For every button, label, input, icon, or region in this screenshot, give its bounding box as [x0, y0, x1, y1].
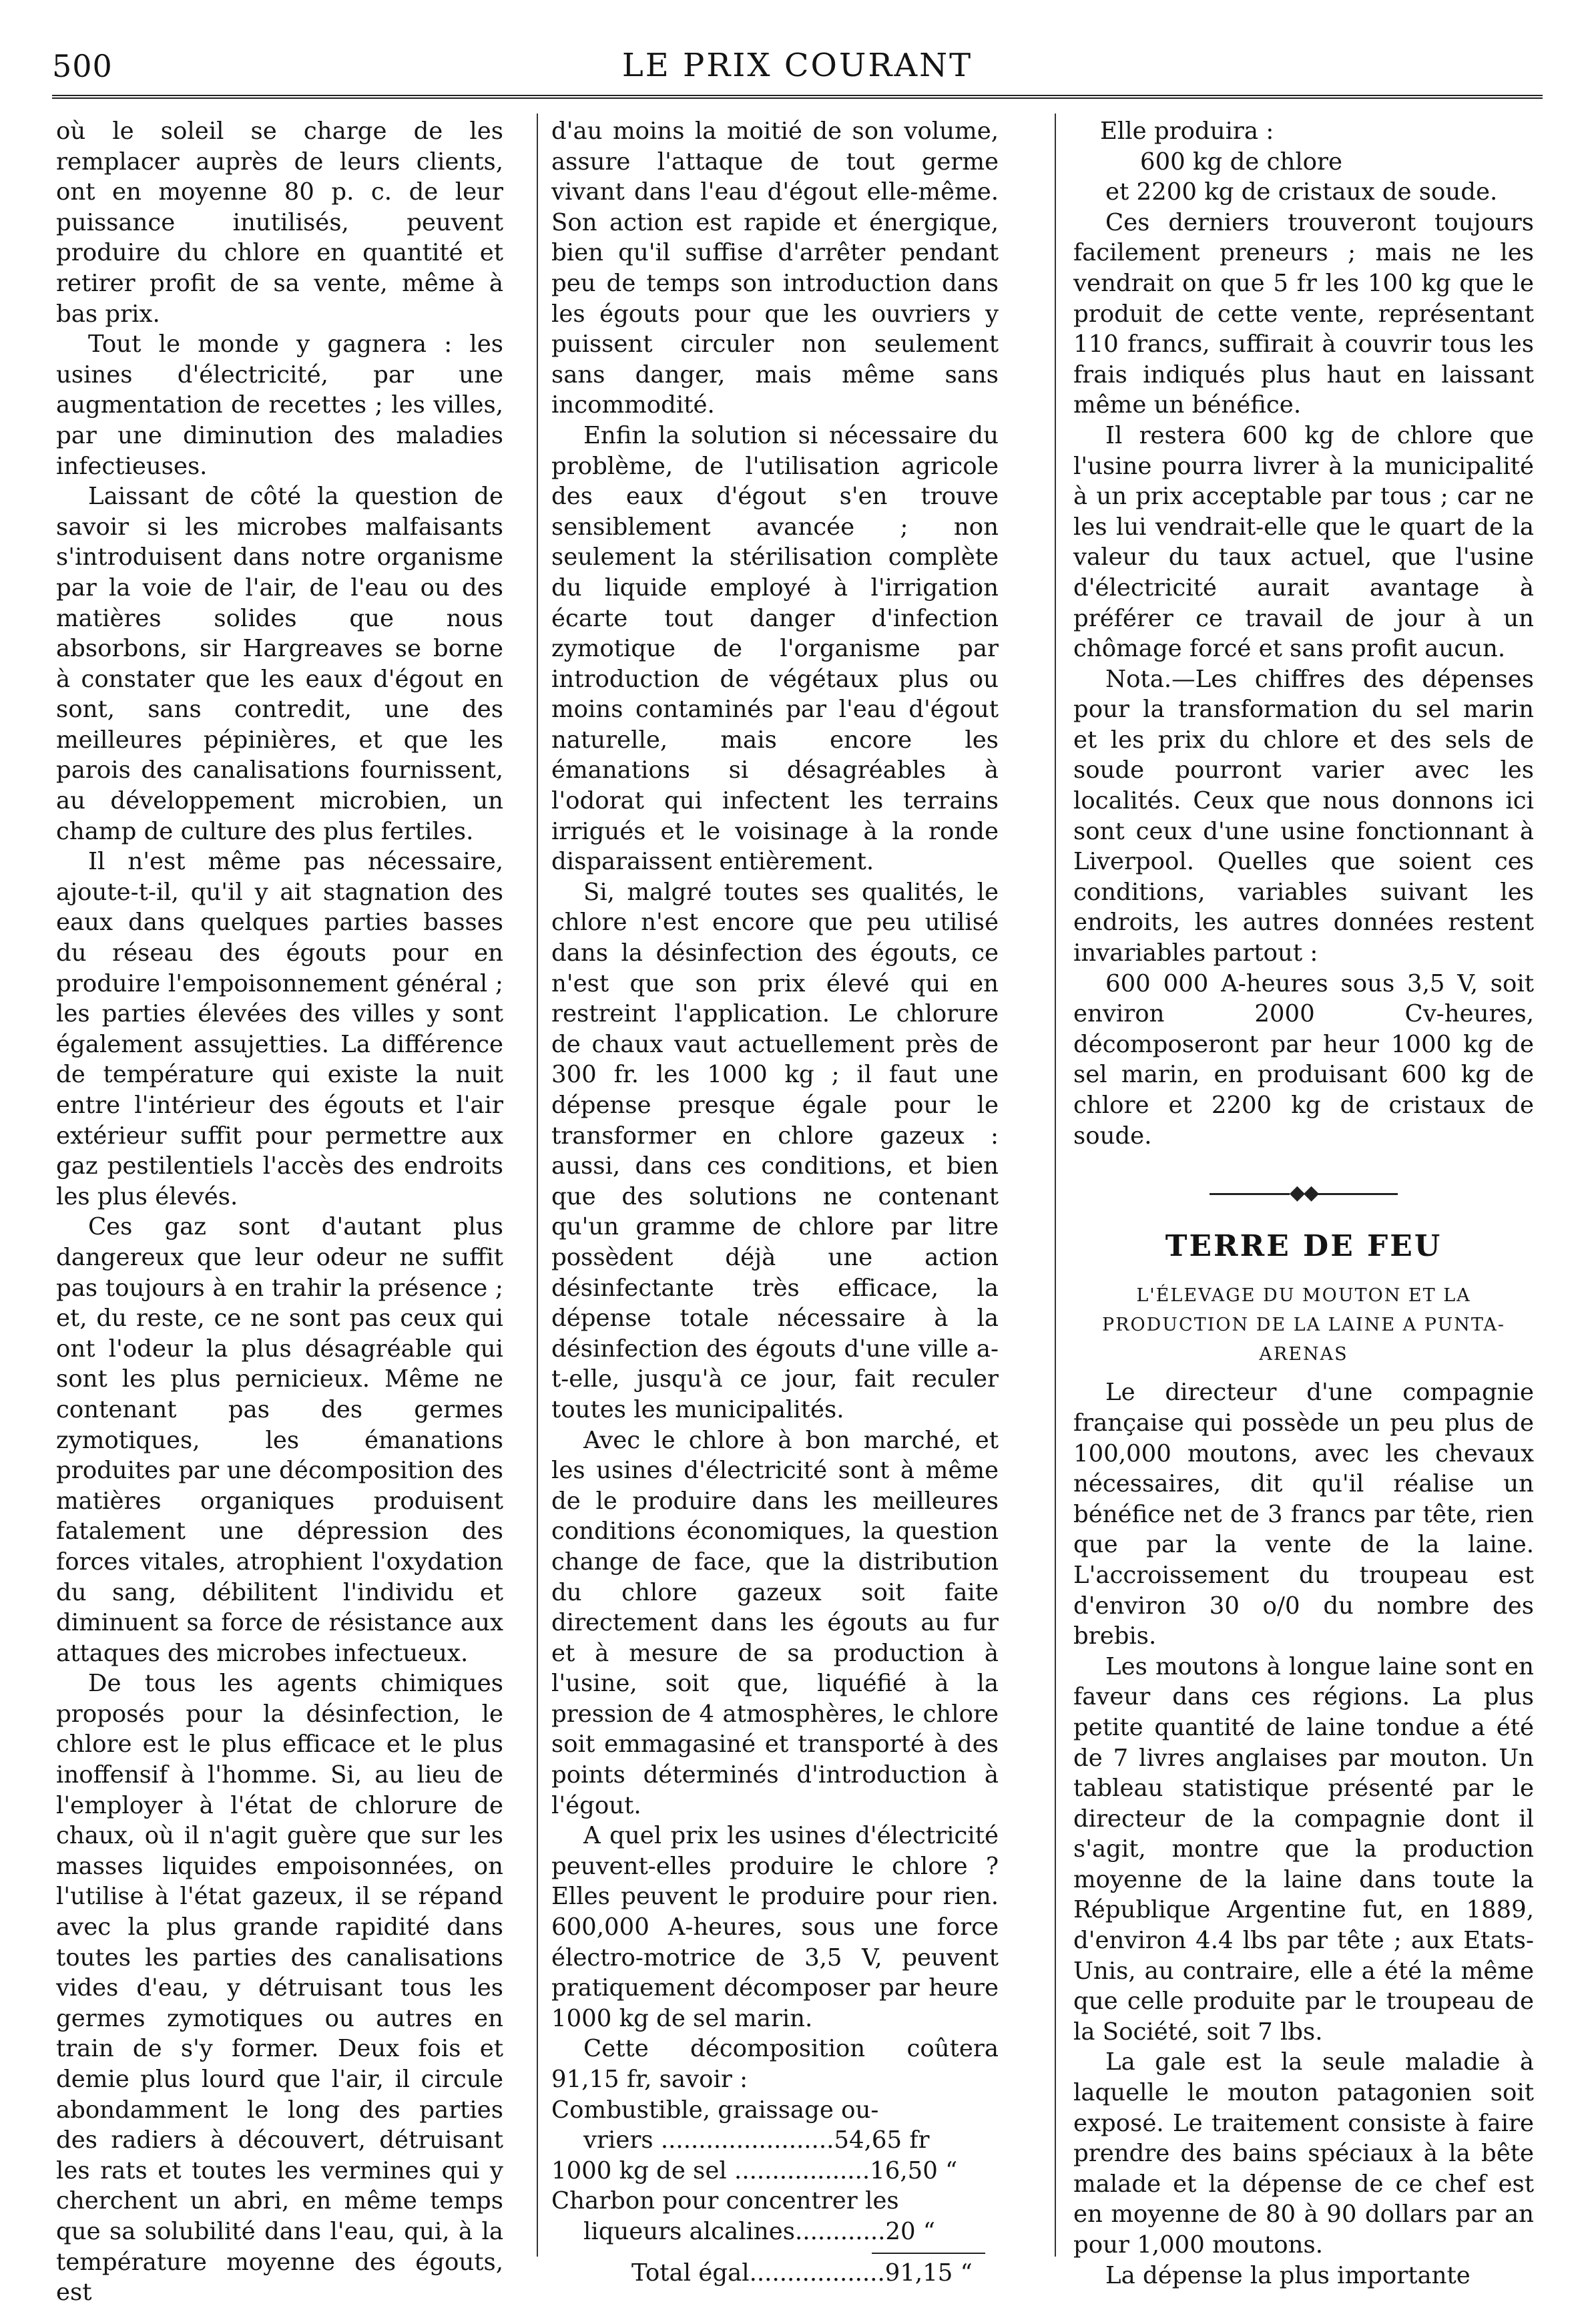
paragraph: Tout le monde y gagnera : les usines d'électricité, par une augmentation de recettes ; les villes, par une diminution des maladies infectieuses.	[56, 330, 503, 480]
page-number: 500	[52, 48, 113, 84]
column-2	[551, 116, 999, 2287]
cost-line: liqueurs alcalines............20 “	[583, 2217, 936, 2245]
paragraph: De tous les agents chimiques proposés pour la désinfection, le chlore est le plus efficace et le plus inoffensif à l'homme. Si, au lieu de l'employer à l'état de chlorure de chaux, où il n'agit guère que sur les masses liquides empoisonnées, on l'utilise à l'état gazeux, il se répand avec la plus grande rapidité dans toutes les parties des canalisations vides d'eau, y détruisant tous les germes zymotiques ou autres en train de s'y former. Deux fois et demie plus lourd que l'air, il circule abondamment le long des parties des radiers à découvert, détruisant les rats et toutes les vermines qui y cherchent un abri, en même temps que sa solubilité dans l'eau, qui, à la température moyenne des égouts, est	[56, 1670, 503, 2307]
paragraph: La dépense la plus importante	[1105, 2261, 1471, 2289]
cost-line: vriers .......................54,65 fr	[583, 2126, 930, 2154]
paragraph: Les moutons à longue laine sont en faveur dans ces régions. La plus petite quantité de laine tondue a été de 7 livres anglaises par mouton. Un tableau statistique présenté par le directeur de la compagnie dont il s'agit, montre que la production moyenne de la laine dans toute la République Argentine fut, en 1889, d'environ 4.4 lbs par tête ; aux Etats-Unis, au contraire, elle a été la même que celle produite par le troupeau de la Société, soit 7 lbs.	[1073, 1652, 1534, 2046]
paragraph: Le directeur d'une compagnie française qui possède un peu plus de 100,000 moutons, avec les chevaux nécessaires, dit qu'il réalise un bénéfice net de 3 francs par tête, rien que par la vente de la laine. L'accroissement du troupeau est d'environ 30 o/0 du nombre des brebis.	[1073, 1379, 1534, 1650]
total-rule	[872, 2253, 985, 2254]
paragraph: 600 000 A-heures sous 3,5 V, soit environ 2000 Cv-heures, décomposeront par heur 1000 kg de sel marin, en produisant 600 kg de chlore et 2200 kg de cristaux de soude.	[1073, 969, 1534, 1150]
column-1	[56, 116, 503, 2307]
paragraph: où le soleil se charge de les remplacer auprès de leurs clients, ont en moyenne 80 p. c. de leur puissance inutilisés, peuvent produire du chlore en quantité et retirer profit de sa vente, même à bas prix.	[56, 118, 503, 328]
paragraph: A quel prix les usines d'électricité peuvent-elles produire le chlore ? Elles peuvent le produire pour rien. 600,000 A-heures, sous une force électro-motrice de 3,5 V, peuvent pratiquement décomposer par heure 1000 kg de sel marin.	[551, 1822, 999, 2032]
header-rule	[52, 95, 1543, 99]
section-subheading: L'ÉLEVAGE DU MOUTON ET LA PRODUCTION DE LA LAINE A PUNTA-ARENAS	[1102, 1285, 1505, 1365]
cost-total: Total égal..................91,15 “	[631, 2259, 973, 2287]
column-divider-1	[537, 113, 538, 2257]
intro-line: 600 kg de chlore	[1140, 148, 1343, 176]
paragraph: Avec le chlore à bon marché, et les usines d'électricité sont à même de le produire dans les meilleures conditions économiques, la question change de face, que la distribution du chlore gazeux soit faite directement dans les égouts au fur et à mesure de sa production à l'usine, soit que, liquéfié à la pression de 4 atmosphères, le chlore soit emmagasiné et transporté à des points déterminés d'introduction à l'égout.	[551, 1426, 999, 1819]
paragraph: Nota.—Les chiffres des dépenses pour la transformation du sel marin et les prix du chlore et des sels de soude pourront varier avec les localités. Ceux que nous donnons ici sont ceux d'une usine fonctionnant à Liverpool. Quelles que soient ces conditions, variables suivant les endroits, les autres données restent invariables partout :	[1073, 665, 1534, 967]
paragraph: La gale est la seule maladie à laquelle le mouton patagonien soit exposé. Le traitement consiste à faire prendre des bains spéciaux à la bête malade et la dépense de ce chef est en moyenne de 80 à 90 dollars par an pour 1,000 moutons.	[1073, 2048, 1534, 2259]
cost-line: Combustible, graissage ou-	[551, 2096, 879, 2124]
column-divider-2	[1055, 113, 1056, 2257]
section-title: TERRE DE FEU	[1165, 1228, 1442, 1263]
cost-line: Charbon pour concentrer les	[551, 2187, 899, 2215]
paragraph: d'au moins la moitié de son volume, assure l'attaque de tout germe vivant dans l'eau d'égout elle-même. Son action est rapide et énergique, bien qu'il suffise d'arrêter pendant peu de temps son introduction dans les égouts pour que les ouvriers y puissent circuler non seulement sans danger, mais même sans incommodité.	[551, 118, 999, 419]
paragraph: Il restera 600 kg de chlore que l'usine pourra livrer à la municipalité à un prix acceptable par tous ; car ne les lui vendrait-elle que le quart de la valeur du taux actuel, que l'usine d'électricité aurait avantage à préférer ce travail de jour à un chômage forcé et sans profit aucun.	[1073, 421, 1534, 663]
paragraph: Cette décomposition coûtera 91,15 fr, savoir :	[551, 2035, 999, 2093]
cost-line: 1000 kg de sel ..................16,50 “	[551, 2156, 958, 2184]
column-3	[1073, 116, 1534, 2289]
page-header	[52, 37, 1543, 84]
cost-table	[551, 2095, 999, 2289]
intro-line: Elle produira :	[1100, 118, 1274, 145]
paragraph: Ces gaz sont d'autant plus dangereux que leur odeur ne suffit pas toujours à en trahir la présence ; et, du reste, ce ne sont pas ceux qui ont l'odeur la plus désagréable qui sont les plus pernicieux. Même ne contenant pas des germes zymotiques, les émanations produites par une décomposition des matières organiques produisent fatalement une dépression des forces vitales, atrophient l'oxydation du sang, débilitent l'individu et diminuent sa force de résistance aux attaques des microbes infectueux.	[56, 1213, 503, 1667]
running-title: LE PRIX COURANT	[621, 47, 973, 84]
paragraph: Ces derniers trouveront toujours facilement preneurs ; mais ne les vendrait on que 5 fr les 100 kg que le produit de cette vente, représentant 110 francs, suffirait à couvrir tous les frais indiqués plus haut en laissant même un bénéfice.	[1073, 208, 1534, 419]
paragraph: Laissant de côté la question de savoir si les microbes malfaisants s'introduisent dans notre organisme par la voie de l'air, de l'eau ou des matières solides que nous absorbons, sir Hargreaves se borne à constater que les eaux d'égout en sont, sans contredit, une des meilleures pépinières, et que les parois des canalisations fournissent, au développement microbien, un champ de culture des plus fertiles.	[56, 483, 503, 845]
paragraph: Enfin la solution si nécessaire du problème, de l'utilisation agricole des eaux d'égout s'en trouve sensiblement avancée ; non seulement la stérilisation complète du liquide employé à l'irrigation écarte tout danger d'infection zymotique de l'organisme par introduction de végétaux plus ou moins contaminés par l'eau d'égout naturelle, mais encore les émanations si désagréables à l'odorat qui infectent les terrains irrigués et le voisinage à la ronde disparaissent entièrement.	[551, 421, 999, 876]
intro-line: et 2200 kg de cristaux de soude.	[1105, 178, 1498, 206]
section-ornament: ◆◆	[1073, 1178, 1534, 1208]
paragraph: Si, malgré toutes ses qualités, le chlore n'est encore que peu utilisé dans la désinfection des égouts, ce n'est que son prix élevé qui en restreint l'application. Le chlorure de chaux vaut actuellement près de 300 fr. les 1000 kg ; il faut une dépense presque égale pour le transformer en chlore gazeux : aussi, dans ces conditions, et bien que des solutions ne contenant qu'un gramme de chlore par litre possèdent déjà une action désinfectante très efficace, la dépense totale nécessaire à la désinfection des égouts d'une ville a-t-elle, jusqu'à ce jour, fait reculer toutes les municipalités.	[551, 878, 999, 1423]
paragraph: Il n'est même pas nécessaire, ajoute-t-il, qu'il y ait stagnation des eaux dans quelques parties basses du réseau des égouts pour en produire l'empoisonnement général ; les parties élevées des villes y sont également assujetties. La différence de température qui existe la nuit entre l'intérieur des égouts et l'air extérieur suffit pour permettre aux gaz pestilentiels l'accès des endroits les plus élevés.	[56, 848, 503, 1210]
